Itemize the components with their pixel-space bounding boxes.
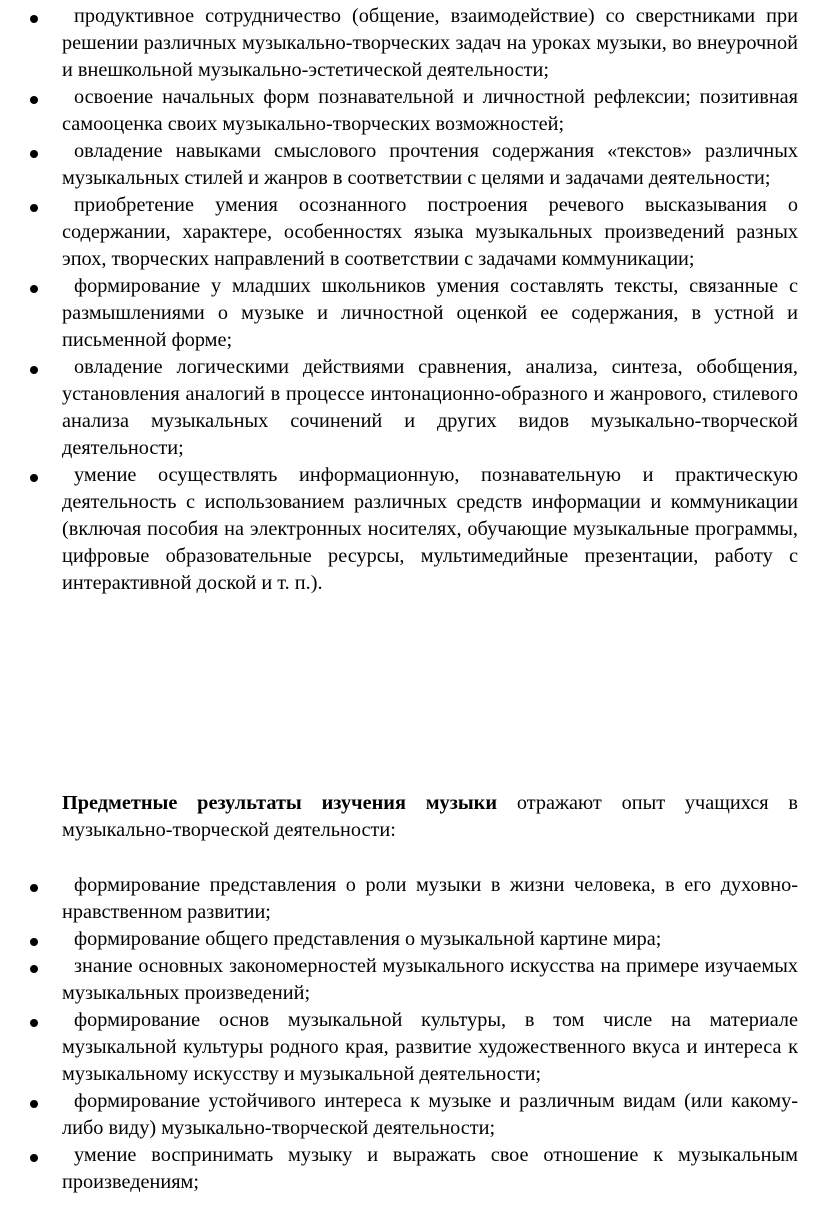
- list-item: умение осуществлять информационную, познавательную и практическую деятельность с использованием различных средств информации и коммуникации (включая пособия на электронных носителях, обучающие музыкальные программы, цифровые образовательные ресурсы, мультимедийные презентации, работу с интерактивной доской и т. п.).: [0, 462, 816, 597]
- bullet-icon: [30, 884, 38, 892]
- bullet-icon: [30, 938, 38, 946]
- bullet-icon: [30, 1154, 38, 1162]
- bullet-icon: [30, 204, 38, 212]
- bullet-icon: [30, 965, 38, 973]
- subject-results-list: [0, 872, 816, 1196]
- list-item: знание основных закономерностей музыкального искусства на примере изучаемых музыкальных произведений;: [0, 953, 816, 1007]
- list-item: формирование у младших школьников умения составлять тексты, связанные с размышлениями о музыке и личностной оценкой ее содержания, в устной и письменной форме;: [0, 273, 816, 354]
- list-item: освоение начальных форм познавательной и личностной рефлексии; позитивная самооценка своих музыкально-творческих возможностей;: [0, 84, 816, 138]
- list-item: приобретение умения осознанного построения речевого высказывания о содержании, характере, особенностях языка музыкальных произведений разных эпох, творческих направлений в соответствии с задачами коммуникации;: [0, 192, 816, 273]
- list-item: овладение навыками смыслового прочтения содержания «текстов» различных музыкальных стилей и жанров в соответствии с целями и задачами деятельности;: [0, 138, 816, 192]
- list-item: формирование устойчивого интереса к музыке и различным видам (или какому-либо виду) музыкально-творческой деятельности;: [0, 1088, 816, 1142]
- bullet-icon: [30, 96, 38, 104]
- subject-results-heading: Предметные результаты изучения музыки: [62, 792, 498, 814]
- bullet-icon: [30, 150, 38, 158]
- subject-results-paragraph: [62, 790, 798, 844]
- list-item: овладение логическими действиями сравнения, анализа, синтеза, обобщения, установления аналогий в процессе интонационно-образного и жанрового, стилевого анализа музыкальных сочинений и других видов музыкально-творческой деятельности;: [0, 354, 816, 462]
- metasubject-results-list: [0, 3, 816, 597]
- list-item: умение воспринимать музыку и выражать свое отношение к музыкальным произведениям;: [0, 1142, 816, 1196]
- bullet-icon: [30, 474, 38, 482]
- list-item: формирование представления о роли музыки в жизни человека, в его духовно-нравственном развитии;: [0, 872, 816, 926]
- bullet-icon: [30, 285, 38, 293]
- list-item: формирование общего представления о музыкальной картине мира;: [0, 926, 816, 953]
- bullet-icon: [30, 1019, 38, 1027]
- list-item: продуктивное сотрудничество (общение, взаимодействие) со сверстниками при решении различных музыкально-творческих задач на уроках музыки, во внеурочной и внешкольной музыкально-эстетической деятельности;: [0, 3, 816, 84]
- bullet-icon: [30, 1100, 38, 1108]
- bullet-icon: [30, 15, 38, 23]
- subject-results-text: отражают опыт учащихся в музыкально-творческой деятельности:: [62, 792, 798, 841]
- list-item: формирование основ музыкальной культуры, в том числе на материале музыкальной культуры родного края, развитие художественного вкуса и интереса к музыкальному искусству и музыкальной деятельности;: [0, 1007, 816, 1088]
- bullet-icon: [30, 366, 38, 374]
